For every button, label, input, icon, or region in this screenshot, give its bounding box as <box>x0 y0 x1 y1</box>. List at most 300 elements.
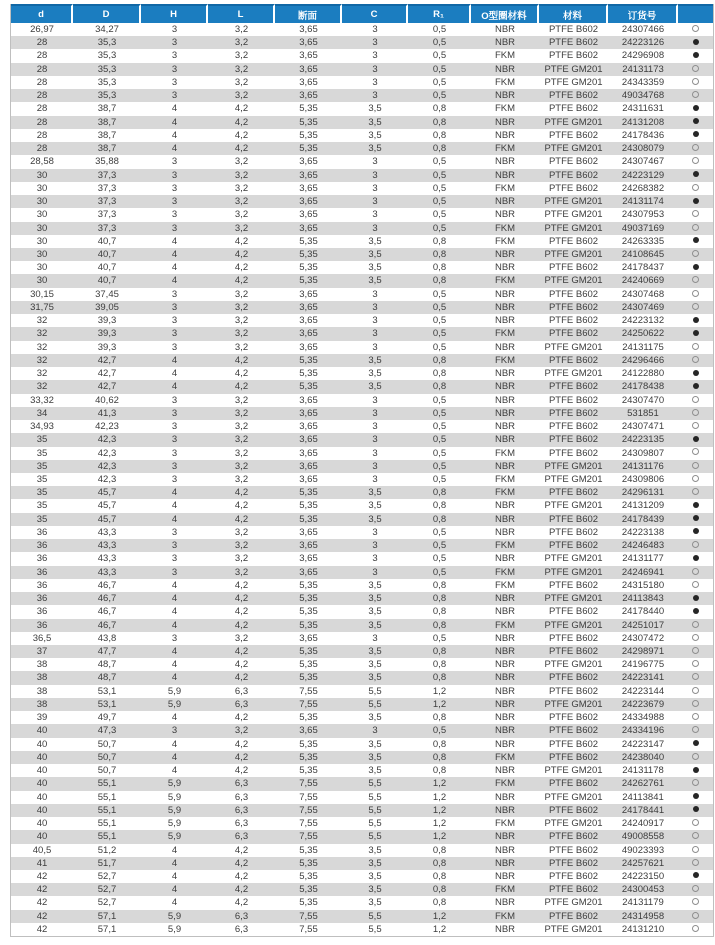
hollow-circle-icon <box>692 925 699 932</box>
cell: 3,2 <box>234 288 249 300</box>
cell: 3 <box>372 315 378 327</box>
cell: 3,2 <box>208 169 275 182</box>
cell: PTFE B602 <box>548 288 599 300</box>
cell: 3 <box>342 169 408 182</box>
cell: 50,7 <box>97 765 117 777</box>
hollow-circle-icon <box>692 276 699 283</box>
hollow-circle-icon <box>692 673 699 680</box>
cell: 4 <box>171 129 178 141</box>
table-row <box>11 473 713 486</box>
cell: NBR <box>471 830 539 843</box>
hollow-circle-icon <box>692 290 699 297</box>
cell: PTFE B602 <box>539 777 608 790</box>
cell: 3 <box>171 632 178 644</box>
cell: 3 <box>171 553 178 565</box>
hollow-circle-icon <box>692 832 699 839</box>
cell: 24296466 <box>608 354 678 367</box>
cell: 3 <box>372 76 378 88</box>
cell: 30 <box>36 209 48 221</box>
cell: 0,5 <box>432 447 447 459</box>
cell: 0,8 <box>432 129 447 141</box>
availability-cell <box>678 420 713 433</box>
cell: 24131175 <box>622 341 664 353</box>
cell: 24131174 <box>608 195 678 208</box>
cell: PTFE B602 <box>539 380 608 393</box>
availability-cell <box>678 314 713 327</box>
cell: 3 <box>372 447 378 459</box>
cell: PTFE B602 <box>539 301 608 314</box>
cell: 39,05 <box>73 301 141 314</box>
cell: FKM <box>494 235 516 247</box>
cell: 3,2 <box>208 301 275 314</box>
cell: 32 <box>11 380 73 393</box>
cell: 24296131 <box>608 486 678 499</box>
cell: PTFE B602 <box>548 606 599 618</box>
table-row <box>11 155 713 168</box>
cell: 3,2 <box>234 447 249 459</box>
cell: 3,2 <box>208 724 275 737</box>
cell: 3,5 <box>342 274 408 287</box>
filled-circle-icon <box>693 767 699 773</box>
table-row <box>11 499 713 512</box>
cell: 4,2 <box>234 871 249 882</box>
table-row <box>11 632 713 645</box>
cell: 24315180 <box>621 579 665 591</box>
cell: 0,5 <box>408 566 471 579</box>
filled-circle-icon <box>693 330 699 336</box>
cell: 4,2 <box>208 592 275 605</box>
cell: 24246483 <box>608 539 678 552</box>
cell: 3,65 <box>275 222 342 235</box>
cell: 5,9 <box>167 818 182 830</box>
cell: PTFE GM201 <box>539 248 608 261</box>
cell: NBR <box>494 288 516 300</box>
cell: 3 <box>342 566 408 579</box>
cell: FKM <box>471 883 539 896</box>
cell: 39,3 <box>97 315 117 327</box>
cell: 42,7 <box>97 368 117 380</box>
cell: 0,5 <box>408 724 471 737</box>
availability-cell <box>678 89 713 102</box>
table-row <box>11 804 713 817</box>
cell: PTFE B602 <box>548 50 599 62</box>
cell: 3,2 <box>234 526 249 538</box>
column-header-7: R₁ <box>408 4 471 23</box>
cell: 24196775 <box>621 659 665 671</box>
cell: 0,8 <box>432 871 447 882</box>
cell: NBR <box>471 89 539 102</box>
cell: 24309807 <box>621 447 665 459</box>
table-row <box>11 208 713 221</box>
cell: 24113841 <box>622 791 664 803</box>
cell: 4,2 <box>234 500 249 512</box>
cell: 0,5 <box>432 341 447 353</box>
cell: NBR <box>494 368 516 380</box>
cell: 45,7 <box>73 486 141 499</box>
cell: 47,3 <box>73 724 141 737</box>
availability-cell <box>678 23 713 36</box>
cell: 30 <box>11 222 73 235</box>
cell: 3,2 <box>234 473 249 485</box>
cell: 24223138 <box>621 526 665 538</box>
cell: PTFE GM201 <box>544 818 603 830</box>
cell: PTFE B602 <box>539 751 608 764</box>
cell: 46,7 <box>97 579 117 591</box>
availability-cell <box>678 830 713 843</box>
cell: 24223141 <box>608 671 678 684</box>
table-row <box>11 857 713 870</box>
cell: FKM <box>494 50 516 62</box>
cell: PTFE GM201 <box>544 897 603 909</box>
column-header-10: 订货号 <box>608 4 678 23</box>
cell: 0,8 <box>408 116 471 129</box>
cell: 3,5 <box>342 857 408 870</box>
table-row <box>11 830 713 843</box>
cell: 52,7 <box>97 871 117 882</box>
cell: 3 <box>372 50 378 62</box>
cell: 1,2 <box>432 685 447 697</box>
cell: 0,5 <box>408 433 471 446</box>
availability-cell <box>678 63 713 76</box>
hollow-circle-icon <box>692 343 699 350</box>
cell: 3 <box>141 63 208 76</box>
cell: 37,3 <box>73 195 141 208</box>
cell: 3,65 <box>275 89 342 102</box>
cell: 4,2 <box>234 103 249 115</box>
cell: 35,88 <box>95 156 119 168</box>
cell: 5,35 <box>299 712 318 724</box>
table-row <box>11 116 713 129</box>
cell: 49,7 <box>97 712 117 724</box>
cell: 0,5 <box>408 36 471 49</box>
cell: 4,2 <box>208 354 275 367</box>
cell: 4,2 <box>208 116 275 129</box>
hollow-circle-icon <box>692 409 699 416</box>
availability-cell <box>678 49 713 62</box>
hollow-circle-icon <box>692 634 699 641</box>
cell: 3,5 <box>342 592 408 605</box>
cell: 24263335 <box>621 235 665 247</box>
cell: 4 <box>171 235 178 247</box>
cell: NBR <box>494 712 516 724</box>
cell: 3 <box>171 156 178 168</box>
availability-cell <box>678 116 713 129</box>
availability-cell <box>678 791 713 804</box>
cell: 35,3 <box>97 76 117 88</box>
table-row <box>11 222 713 235</box>
cell: 5,5 <box>368 791 382 803</box>
cell: 47,7 <box>73 645 141 658</box>
cell: 24240917 <box>621 818 665 830</box>
cell: NBR <box>471 698 539 711</box>
cell: 3,5 <box>368 844 382 856</box>
cell: 32 <box>11 354 73 367</box>
cell: 3,65 <box>275 433 342 446</box>
cell: 4 <box>141 248 208 261</box>
cell: 32 <box>36 315 48 327</box>
hollow-circle-icon <box>692 78 699 85</box>
cell: 24122880 <box>621 368 665 380</box>
table-row <box>11 36 713 49</box>
availability-cell <box>678 288 713 301</box>
filled-circle-icon <box>693 608 699 614</box>
cell: 4 <box>171 897 178 909</box>
cell: 45,7 <box>97 500 117 512</box>
cell: 40 <box>11 830 73 843</box>
cell: 24131209 <box>621 500 665 512</box>
cell: 40,7 <box>73 274 141 287</box>
cell: 38,7 <box>97 103 117 115</box>
cell: PTFE GM201 <box>544 553 603 565</box>
cell: 4 <box>141 671 208 684</box>
cell: 3,65 <box>299 156 318 168</box>
column-header-1: d <box>11 4 73 23</box>
cell: FKM <box>471 327 539 340</box>
column-header-4: L <box>208 4 275 23</box>
availability-cell <box>678 724 713 737</box>
availability-cell <box>678 301 713 314</box>
cell: 42 <box>11 883 73 896</box>
cell: 39 <box>36 712 48 724</box>
cell: 3,65 <box>299 447 318 459</box>
cell: 0,5 <box>432 553 447 565</box>
cell: 3,2 <box>234 76 249 88</box>
cell: FKM <box>494 473 516 485</box>
table-row <box>11 460 713 473</box>
hollow-circle-icon <box>692 422 699 429</box>
cell: PTFE GM201 <box>544 76 603 88</box>
cell: PTFE B602 <box>548 526 599 538</box>
cell: 24307953 <box>621 209 665 221</box>
cell: 3,2 <box>234 421 249 433</box>
hollow-circle-icon <box>692 224 699 231</box>
cell: 32 <box>36 341 48 353</box>
cell: PTFE GM201 <box>539 63 608 76</box>
availability-cell <box>678 870 713 883</box>
cell: 6,3 <box>234 685 249 697</box>
cell: PTFE B602 <box>548 421 599 433</box>
filled-circle-icon <box>693 436 699 442</box>
availability-cell <box>678 394 713 407</box>
cell: 3,2 <box>234 50 249 62</box>
cell: NBR <box>494 500 516 512</box>
filled-circle-icon <box>693 317 699 323</box>
table-row <box>11 764 713 777</box>
cell: 0,8 <box>408 274 471 287</box>
table-row <box>11 645 713 658</box>
cell: 3 <box>171 24 178 35</box>
cell: 4 <box>171 871 178 882</box>
cell: 3,2 <box>234 156 249 168</box>
hollow-circle-icon <box>692 475 699 482</box>
hollow-circle-icon <box>692 753 699 760</box>
cell: PTFE GM201 <box>544 368 603 380</box>
cell: 3,5 <box>342 380 408 393</box>
cell: 6,3 <box>234 923 249 935</box>
availability-cell <box>678 738 713 751</box>
cell: 4 <box>141 883 208 896</box>
availability-cell <box>678 407 713 420</box>
cell: 5,35 <box>299 368 318 380</box>
cell: 35 <box>11 513 73 526</box>
table-row <box>11 592 713 605</box>
cell: 3 <box>372 341 378 353</box>
cell: 5,5 <box>342 830 408 843</box>
cell: 5,5 <box>342 804 408 817</box>
table-row <box>11 579 713 592</box>
cell: 24223144 <box>621 685 665 697</box>
cell: 37,3 <box>97 182 117 194</box>
hollow-circle-icon <box>692 726 699 733</box>
cell: 57,1 <box>73 910 141 923</box>
cell: 46,7 <box>97 606 117 618</box>
table-row <box>11 142 713 155</box>
availability-cell <box>678 433 713 446</box>
cell: 5,35 <box>299 738 318 750</box>
cell: 46,7 <box>73 619 141 632</box>
cell: 3 <box>141 36 208 49</box>
cell: 0,5 <box>408 63 471 76</box>
cell: 5,35 <box>275 248 342 261</box>
cell: 3,65 <box>275 539 342 552</box>
availability-cell <box>678 539 713 552</box>
cell: PTFE GM201 <box>539 566 608 579</box>
cell: 3,2 <box>208 566 275 579</box>
table-row <box>11 380 713 393</box>
cell: PTFE B602 <box>539 724 608 737</box>
table-row <box>11 685 713 698</box>
cell: 24223129 <box>608 169 678 182</box>
cell: 3,65 <box>299 288 318 300</box>
cell: 42,7 <box>73 354 141 367</box>
cell: 49008558 <box>608 830 678 843</box>
cell: PTFE B602 <box>539 89 608 102</box>
cell: 4 <box>141 751 208 764</box>
cell: 38 <box>36 659 48 671</box>
cell: 3,65 <box>275 169 342 182</box>
cell: 24131173 <box>608 63 678 76</box>
cell: 3,2 <box>208 89 275 102</box>
cell: 7,55 <box>299 923 318 935</box>
cell: NBR <box>494 209 516 221</box>
cell: 43,3 <box>73 566 141 579</box>
filled-circle-icon <box>693 105 699 111</box>
cell: 3 <box>372 553 378 565</box>
cell: 4 <box>141 513 208 526</box>
cell: NBR <box>471 857 539 870</box>
cell: 24309806 <box>621 473 665 485</box>
filled-circle-icon <box>693 528 699 534</box>
cell: 24223679 <box>608 698 678 711</box>
availability-cell <box>678 341 713 354</box>
cell: PTFE B602 <box>548 579 599 591</box>
cell: 4,2 <box>208 671 275 684</box>
cell: 3 <box>372 156 378 168</box>
hollow-circle-icon <box>692 210 699 217</box>
cell: PTFE GM201 <box>544 791 603 803</box>
cell: 24307469 <box>608 301 678 314</box>
cell: 24108645 <box>608 248 678 261</box>
cell: 3,65 <box>299 553 318 565</box>
cell: 24178438 <box>608 380 678 393</box>
availability-cell <box>678 274 713 287</box>
cell: 4 <box>141 857 208 870</box>
cell: PTFE B602 <box>548 685 599 697</box>
cell: 3,5 <box>368 659 382 671</box>
cell: 0,8 <box>408 592 471 605</box>
cell: FKM <box>494 447 516 459</box>
cell: 24314958 <box>608 910 678 923</box>
filled-circle-icon <box>693 806 699 812</box>
cell: 41 <box>11 857 73 870</box>
availability-cell <box>678 632 713 645</box>
cell: 3,2 <box>234 632 249 644</box>
cell: 24178440 <box>621 606 665 618</box>
cell: 3,5 <box>368 712 382 724</box>
cell: 5,5 <box>368 818 382 830</box>
cell: 35 <box>36 473 48 485</box>
cell: FKM <box>494 579 516 591</box>
cell: 6,3 <box>234 818 249 830</box>
cell: 4,2 <box>208 883 275 896</box>
availability-cell <box>678 751 713 764</box>
cell: 4 <box>171 765 178 777</box>
cell: 3,5 <box>342 619 408 632</box>
cell: 531851 <box>608 407 678 420</box>
filled-circle-icon <box>693 872 699 878</box>
cell: 0,5 <box>408 460 471 473</box>
cell: 6,3 <box>208 698 275 711</box>
cell: 3 <box>141 89 208 102</box>
cell: PTFE GM201 <box>539 195 608 208</box>
cell: 52,7 <box>73 883 141 896</box>
filled-circle-icon <box>693 52 699 58</box>
hollow-circle-icon <box>692 885 699 892</box>
cell: 0,8 <box>432 765 447 777</box>
cell: 4 <box>171 844 178 856</box>
cell: 28 <box>11 63 73 76</box>
cell: 5,35 <box>299 262 318 274</box>
hollow-circle-icon <box>692 912 699 919</box>
cell: NBR <box>494 738 516 750</box>
cell: 24307467 <box>621 156 665 168</box>
cell: 5,5 <box>342 698 408 711</box>
cell: 4 <box>141 274 208 287</box>
cell: 24343359 <box>621 76 665 88</box>
cell: 0,5 <box>432 182 447 194</box>
cell: 3 <box>141 222 208 235</box>
cell: FKM <box>471 222 539 235</box>
cell: 3 <box>372 473 378 485</box>
availability-cell <box>678 460 713 473</box>
cell: 3 <box>342 63 408 76</box>
cell: 3 <box>141 327 208 340</box>
cell: 4,2 <box>208 857 275 870</box>
cell: 38,7 <box>73 142 141 155</box>
availability-cell <box>678 169 713 182</box>
cell: 26,97 <box>30 24 54 35</box>
cell: 4 <box>141 619 208 632</box>
cell: 5,9 <box>167 685 182 697</box>
cell: 28 <box>11 36 73 49</box>
cell: 41,3 <box>73 407 141 420</box>
cell: 1,2 <box>408 698 471 711</box>
cell: 3,2 <box>208 433 275 446</box>
cell: 3 <box>342 301 408 314</box>
cell: 55,1 <box>73 830 141 843</box>
cell: 5,9 <box>141 910 208 923</box>
cell: 30 <box>11 248 73 261</box>
